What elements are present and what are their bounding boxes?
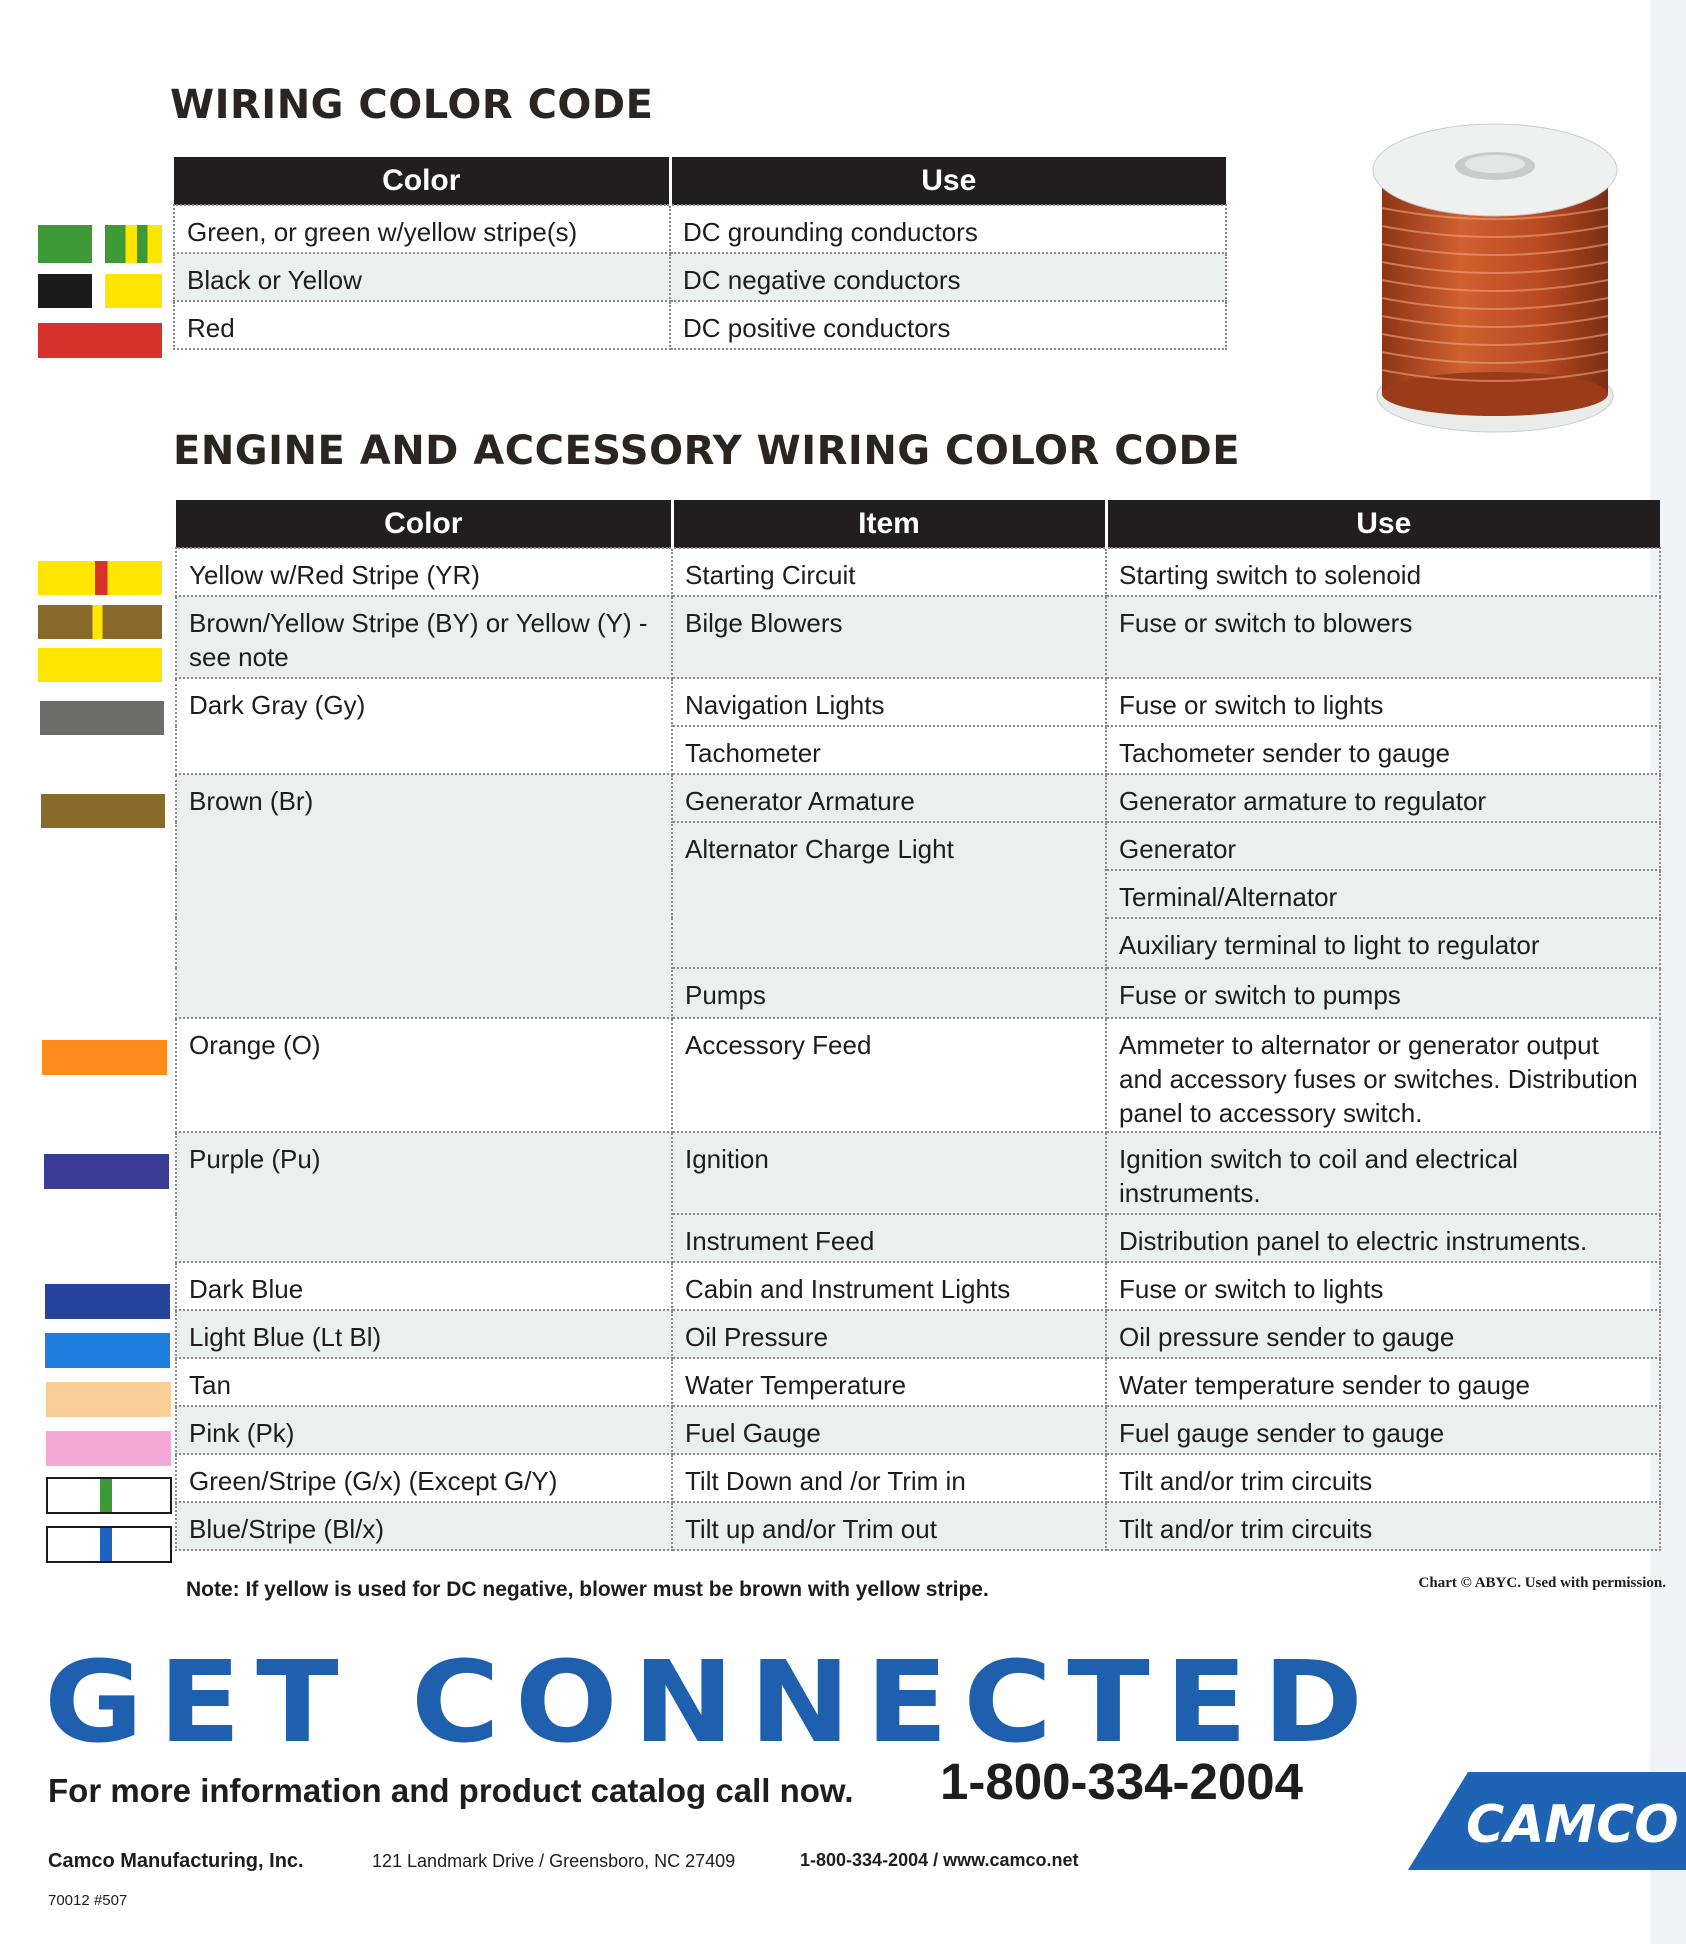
cell-item: Ignition [672, 1132, 1106, 1214]
phone-number: 1-800-334-2004 [940, 1753, 1303, 1810]
catalog-call-text: For more information and product catalog call now. [48, 1772, 854, 1809]
logo-text: CAMCO [1466, 1795, 1679, 1855]
cell-use: Starting switch to solenoid [1106, 548, 1660, 596]
wiring-color-code-title: WIRING COLOR CODE [170, 82, 654, 128]
cell-use: Generator armature to regulator [1106, 774, 1660, 822]
camco-logo [1408, 1772, 1686, 1870]
swatch-blue-stripe [46, 1526, 172, 1563]
catalog-code: 70012 #507 [48, 1892, 128, 1909]
cell-item: Pumps [672, 968, 1106, 1018]
cell-item: Tilt Down and /or Trim in [672, 1454, 1106, 1502]
cell-color: Red [174, 301, 670, 349]
company-name: Camco Manufacturing, Inc. [48, 1850, 304, 1872]
table-row [176, 1018, 1660, 1132]
swatch-green [38, 225, 92, 263]
header-use: Use [1106, 500, 1660, 548]
cell-color: Purple (Pu) [176, 1132, 672, 1262]
swatch-orange [42, 1040, 167, 1075]
cell-use: Fuel gauge sender to gauge [1106, 1406, 1660, 1454]
swatch-tan [46, 1382, 171, 1417]
cell-color: Tan [176, 1358, 672, 1406]
cell-color: Brown/Yellow Stripe (BY) or Yellow (Y) - see note [176, 596, 672, 678]
cell-use: Distribution panel to electric instruments. [1106, 1214, 1660, 1262]
swatch-black [38, 274, 92, 308]
cell-use: Water temperature sender to gauge [1106, 1358, 1660, 1406]
wiring-color-code-table [173, 157, 1227, 350]
cell-color: Blue/Stripe (Bl/x) [176, 1502, 672, 1550]
cell-item: Bilge Blowers [672, 596, 1106, 678]
cell-item: Fuel Gauge [672, 1406, 1106, 1454]
cell-use: Tilt and/or trim circuits [1106, 1502, 1660, 1550]
get-connected-headline: GET CONNECTED [44, 1638, 1379, 1768]
table-row [176, 1262, 1660, 1310]
cell-use: Tachometer sender to gauge [1106, 726, 1660, 774]
cell-use: Fuse or switch to lights [1106, 1262, 1660, 1310]
table-header-row [176, 500, 1660, 548]
swatch-purple [44, 1154, 169, 1189]
cell-use: DC positive conductors [670, 301, 1226, 349]
cell-color: Pink (Pk) [176, 1406, 672, 1454]
cell-use: Oil pressure sender to gauge [1106, 1310, 1660, 1358]
table-row [176, 1502, 1660, 1550]
cell-color: Yellow w/Red Stripe (YR) [176, 548, 672, 596]
swatch-dark-blue [45, 1284, 170, 1319]
cell-item: Water Temperature [672, 1358, 1106, 1406]
swatch-brown [41, 794, 165, 828]
swatch-pink [46, 1431, 171, 1466]
header-color: Color [176, 500, 672, 548]
header-use: Use [670, 157, 1226, 205]
table-row [174, 301, 1226, 349]
cell-use: Fuse or switch to lights [1106, 678, 1660, 726]
header-color: Color [174, 157, 670, 205]
swatch-yellow-red-stripe [38, 561, 162, 595]
swatch-green-yellow-stripe [105, 225, 162, 263]
cell-item: Alternator Charge Light [672, 822, 1106, 968]
header-item: Item [672, 500, 1106, 548]
cell-item: Starting Circuit [672, 548, 1106, 596]
cell-color: Black or Yellow [174, 253, 670, 301]
wire-spool-image [1360, 118, 1630, 438]
cell-use: Generator [1106, 822, 1660, 870]
table-row [176, 774, 1660, 822]
table-row [176, 1406, 1660, 1454]
cell-color: Light Blue (Lt Bl) [176, 1310, 672, 1358]
cell-color: Green, or green w/yellow stripe(s) [174, 205, 670, 253]
cell-item: Cabin and Instrument Lights [672, 1262, 1106, 1310]
footnote: Note: If yellow is used for DC negative, blower must be brown with yellow stripe. [186, 1578, 989, 1601]
cell-item: Navigation Lights [672, 678, 1106, 726]
table-row [176, 1454, 1660, 1502]
cell-item: Accessory Feed [672, 1018, 1106, 1132]
table-row [176, 678, 1660, 726]
cell-use: Auxiliary terminal to light to regulator [1106, 918, 1660, 968]
cell-use: DC grounding conductors [670, 205, 1226, 253]
cell-color: Dark Blue [176, 1262, 672, 1310]
company-contact: 1-800-334-2004 / www.camco.net [800, 1850, 1079, 1870]
swatch-dark-gray [40, 701, 164, 735]
table-header-row [174, 157, 1226, 205]
cell-color: Green/Stripe (G/x) (Except G/Y) [176, 1454, 672, 1502]
table-row [174, 205, 1226, 253]
cell-use: Ammeter to alternator or generator output and accessory fuses or switches. Distribution panel to accessory switch. [1106, 1018, 1660, 1132]
swatch-brown-yellow-stripe [38, 605, 162, 639]
swatch-green-stripe [46, 1477, 172, 1514]
chart-credit: Chart © ABYC. Used with permission. [1418, 1575, 1666, 1591]
cell-color: Dark Gray (Gy) [176, 678, 672, 774]
company-address: 121 Landmark Drive / Greensboro, NC 27409 [372, 1851, 736, 1871]
cell-item: Oil Pressure [672, 1310, 1106, 1358]
table-row [176, 1310, 1660, 1358]
cell-use: Ignition switch to coil and electrical instruments. [1106, 1132, 1660, 1214]
table-row [176, 548, 1660, 596]
cell-item: Instrument Feed [672, 1214, 1106, 1262]
swatch-red [38, 323, 162, 358]
engine-accessory-title: ENGINE AND ACCESSORY WIRING COLOR CODE [173, 428, 1241, 474]
swatch-light-blue [45, 1333, 170, 1368]
engine-accessory-table [175, 500, 1661, 1551]
cell-use: Tilt and/or trim circuits [1106, 1454, 1660, 1502]
cell-use: Fuse or switch to blowers [1106, 596, 1660, 678]
cell-color: Orange (O) [176, 1018, 672, 1132]
swatch-yellow [38, 648, 162, 682]
cell-item: Tachometer [672, 726, 1106, 774]
table-row [176, 1358, 1660, 1406]
cell-use: Fuse or switch to pumps [1106, 968, 1660, 1018]
swatch-yellow [105, 274, 162, 308]
cell-use: DC negative conductors [670, 253, 1226, 301]
table-row [174, 253, 1226, 301]
table-row [176, 1132, 1660, 1214]
table-row [176, 596, 1660, 678]
cell-use: Terminal/Alternator [1106, 870, 1660, 918]
cell-color: Brown (Br) [176, 774, 672, 1018]
cell-item: Tilt up and/or Trim out [672, 1502, 1106, 1550]
cell-item: Generator Armature [672, 774, 1106, 822]
